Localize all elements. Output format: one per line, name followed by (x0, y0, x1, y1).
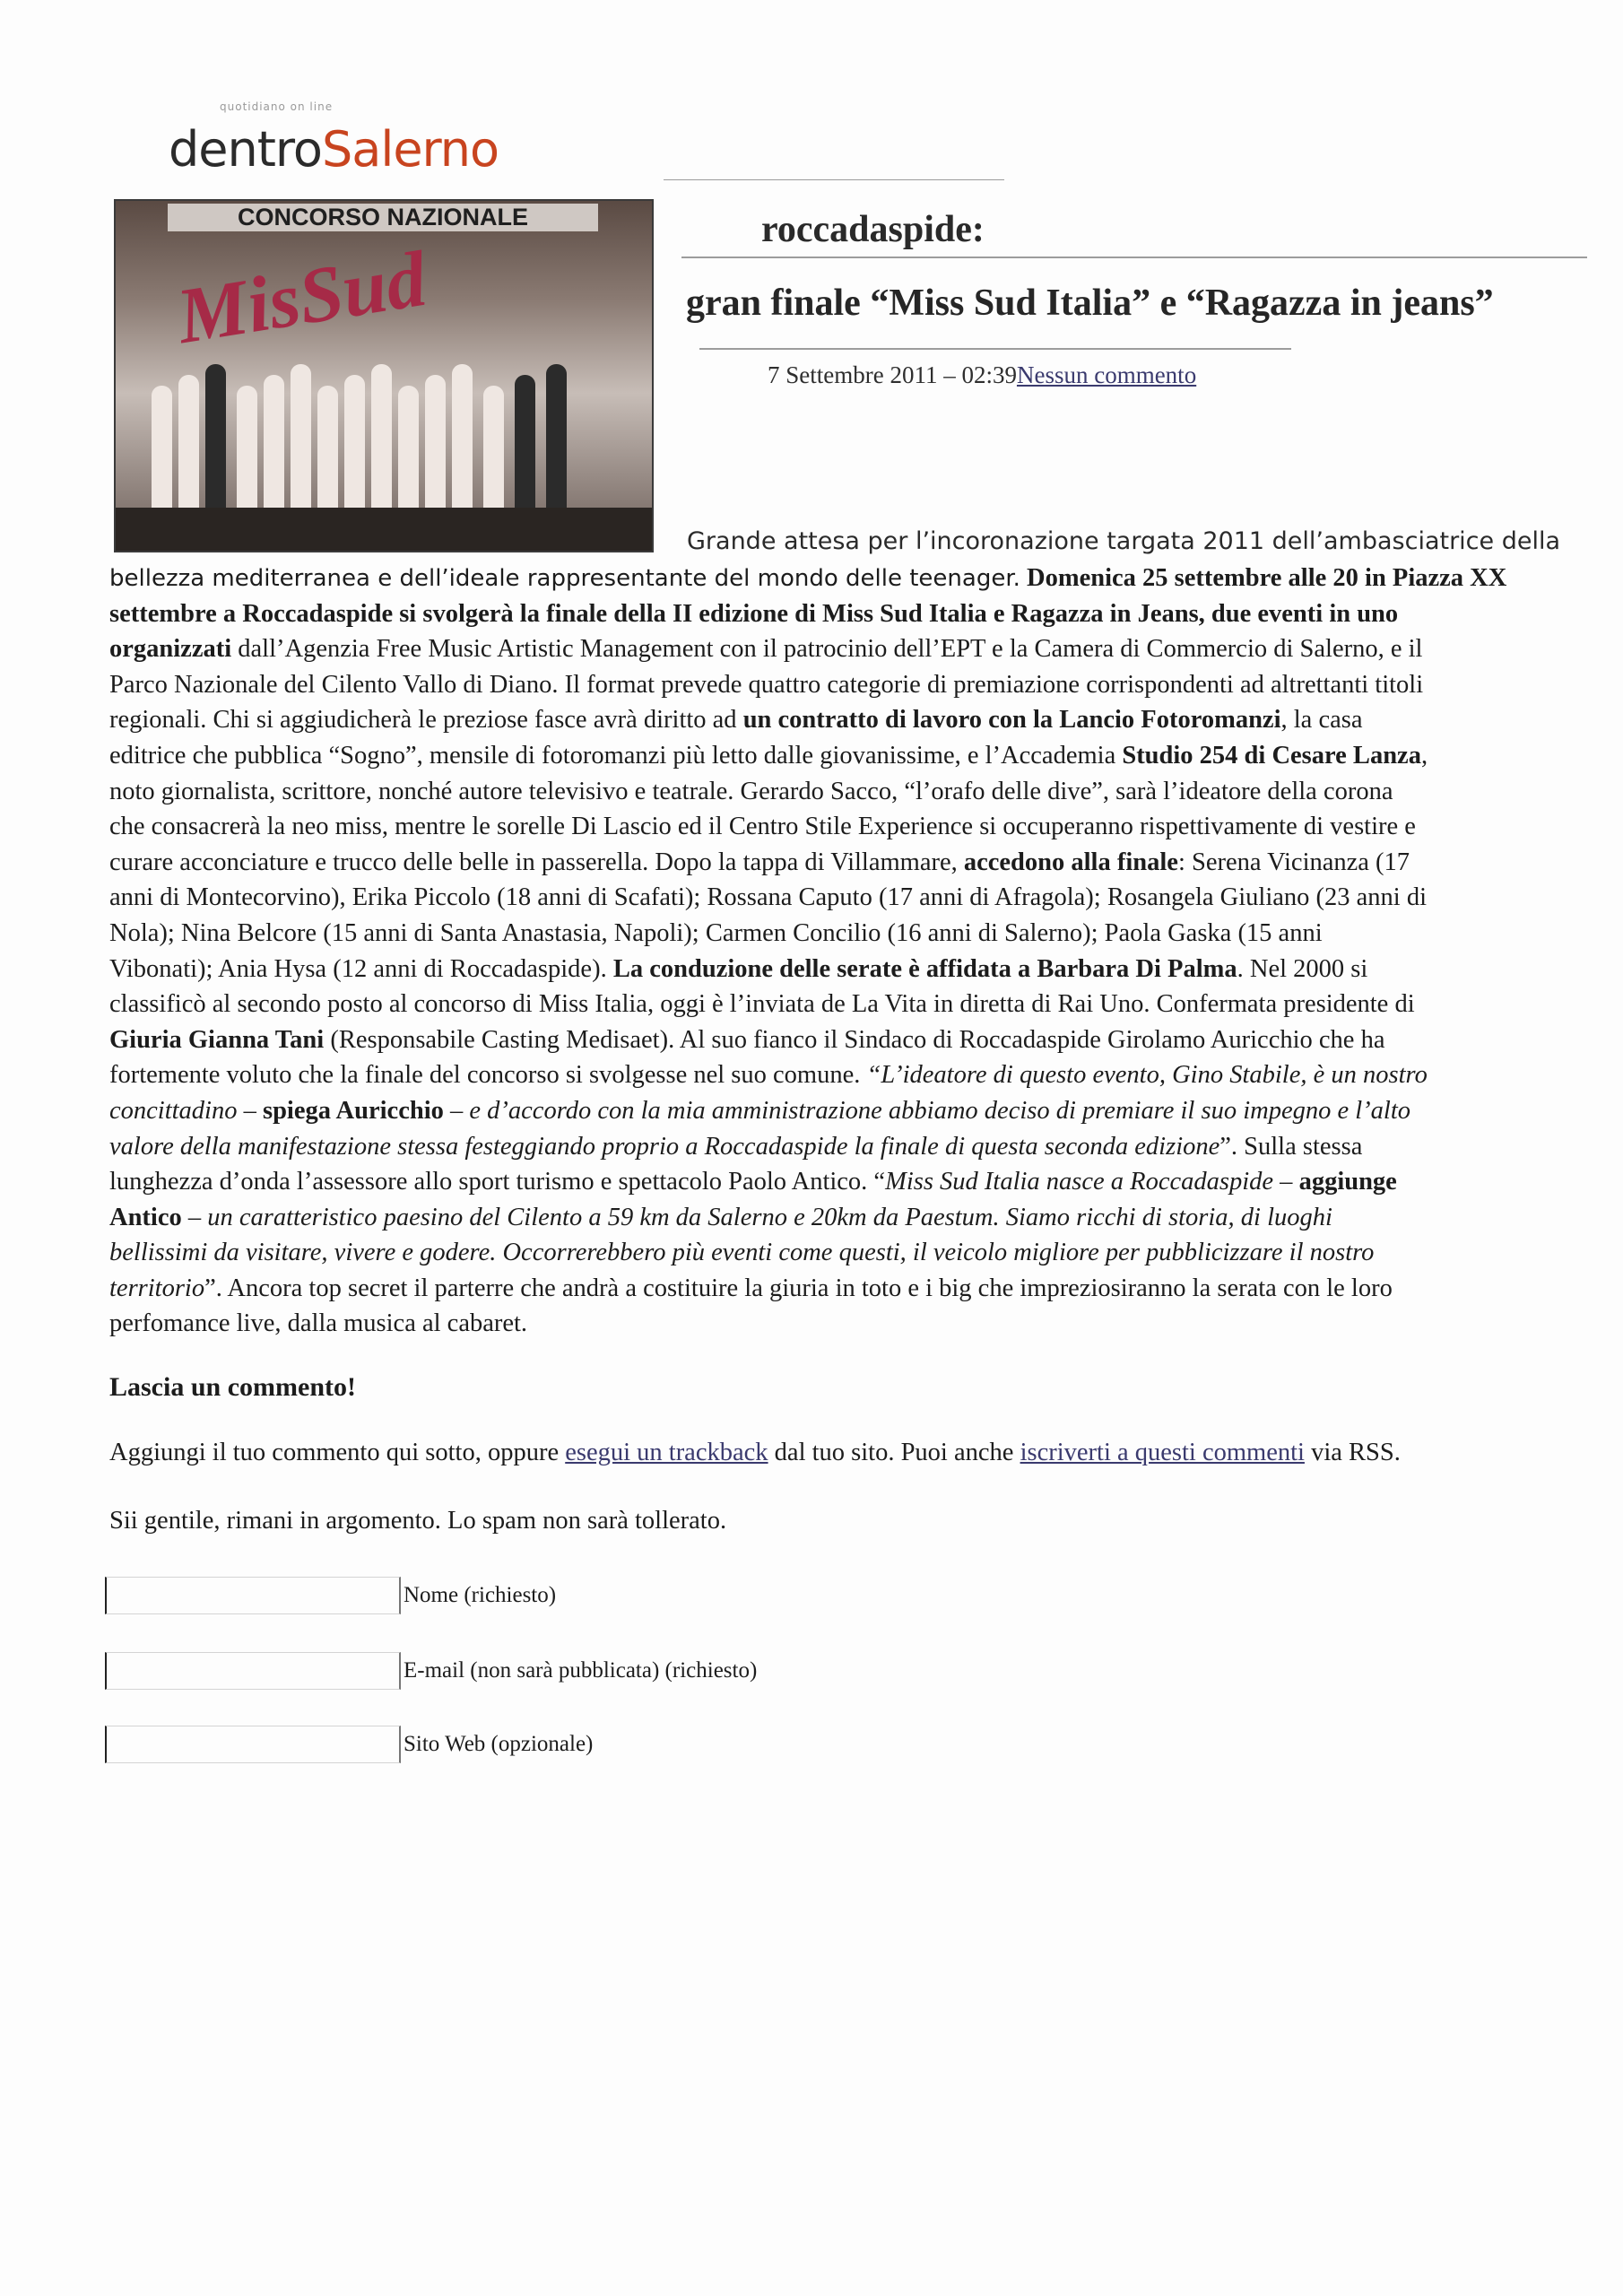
photo-person (371, 364, 392, 520)
subscribe-comments-link[interactable]: iscriverti a questi commenti (1020, 1439, 1305, 1466)
photo-person (291, 364, 311, 520)
article-line: concittadino – spiega Auricchio – e d’accordo con la mia amministrazione abbiamo deciso di premiare il suo impegno e l’alto (109, 1096, 1410, 1125)
article-line: anni di Montecorvino), Erika Piccolo (18 anni di Scafati); Rossana Caputo (17 anni di Afragola); Rosangela Giuliano (23 anni di (109, 883, 1428, 912)
article-body (109, 561, 1562, 1342)
article-line: bellezza mediterranea e dell’ideale rappresentante del mondo delle teenager. Domenica 25 settembre alle 20 in Piazza XX (109, 564, 1507, 592)
logo-prefix: dentro (169, 121, 322, 178)
header-divider (664, 179, 1004, 180)
article-line: classificò al secondo posto al concorso di Miss Italia, oggi è l’inviata de La Vita in diretta di Rai Uno. Confermata presidente di (109, 990, 1415, 1019)
photo-person (317, 386, 338, 520)
photo-person (452, 364, 473, 520)
article-line: territorio”. Ancora top secret il parterre che andrà a costituire la giuria in toto e i big che impreziosiranno la serata con le loro (109, 1274, 1393, 1302)
article-headline: gran finale “Miss Sud Italia” e “Ragazza in jeans” (686, 283, 1494, 324)
photo-person (344, 375, 365, 520)
photo-person (398, 386, 419, 520)
photo-banner-text: CONCORSO NAZIONALE (168, 204, 598, 231)
logo-suffix: Salerno (321, 121, 499, 178)
comments-count-link[interactable]: Nessun commento (1016, 361, 1197, 388)
article-intro: Grande attesa per l’incoronazione targata 2011 dell’ambasciatrice della (687, 527, 1561, 555)
photo-logo-text: MisSud (171, 235, 432, 361)
article-line: Nola); Nina Belcore (15 anni di Santa Anastasia, Napoli); Carmen Concilio (16 anni di Salerno); Paola Gaska (15 anni (109, 918, 1323, 947)
email-field[interactable] (105, 1652, 401, 1690)
article-meta (768, 361, 1196, 389)
email-label: E-mail (non sarà pubblicata) (richiesto) (404, 1658, 758, 1683)
name-label: Nome (richiesto) (404, 1583, 557, 1607)
photo-person (152, 386, 172, 520)
website-field[interactable] (105, 1726, 401, 1763)
photo-stage (116, 508, 652, 551)
kicker-divider (681, 257, 1587, 258)
article-line: Parco Nazionale del Cilento Vallo di Diano. Il format prevede quattro categorie di premiazione corrispondenti ad altrettanti titoli (109, 670, 1424, 699)
article-date: 7 Settembre 2011 – 02:39 (768, 361, 1017, 388)
article-line: noto giornalista, scrittore, nonché autore televisivo e teatrale. Gerardo Sacco, “l’orafo delle dive”, sarà l’ideatore della corona (109, 777, 1393, 805)
article-line: che consacrerà la neo miss, mentre le sorelle Di Lascio ed il Centro Stile Experience si occuperanno rispettivamente di vestire e (109, 813, 1416, 841)
photo-person (546, 364, 567, 520)
article-line: settembre a Roccadaspide si svolgerà la finale della II edizione di Miss Sud Italia e Ragazza in Jeans, due eventi in uno (109, 599, 1399, 628)
comment-instructions: Aggiungi il tuo commento qui sotto, oppure esegui un trackback dal tuo sito. Puoi anche iscriverti a questi commenti via RSS. (109, 1439, 1401, 1466)
photo-person (237, 386, 257, 520)
photo-person (178, 375, 199, 520)
article-line: regionali. Chi si aggiudicherà le preziose fasce avrà diritto ad un contratto di lavoro con la Lancio Fotoromanzi, la casa (109, 706, 1363, 735)
photo-person (205, 364, 226, 520)
article-line: organizzati dall’Agenzia Free Music Artistic Management con il patrocinio dell’EPT e la Camera di Commercio di Salerno, e il (109, 635, 1423, 664)
article-line: Antico – un caratteristico paesino del Cilento a 59 km da Salerno e 20km da Paestum. Siamo ricchi di storia, di luoghi (109, 1203, 1332, 1231)
website-label: Sito Web (opzionale) (404, 1732, 594, 1756)
photo-person (425, 375, 446, 520)
photo-person (515, 375, 535, 520)
comment-policy-note: Sii gentile, rimani in argomento. Lo spam non sarà tollerato. (109, 1507, 727, 1535)
name-field[interactable] (105, 1577, 401, 1614)
site-tagline: quotidiano on line (220, 100, 334, 113)
article-line: lunghezza d’onda l’assessore allo sport turismo e spettacolo Paolo Antico. “Miss Sud Italia nasce a Roccadaspide – aggiunge (109, 1168, 1397, 1196)
article-line: valore della manifestazione stessa festeggiando proprio a Roccadaspide la finale di questa seconda edizione”. Sulla stessa (109, 1132, 1363, 1161)
article-kicker: roccadaspide: (761, 209, 985, 250)
photo-person (264, 375, 284, 520)
site-logo[interactable] (169, 121, 499, 178)
article-photo (114, 199, 654, 552)
article-line: editrice che pubblica “Sogno”, mensile di fotoromanzi più letto dalle giovanissime, e l’Accademia Studio 254 di Cesare Lanza, (109, 741, 1428, 770)
article-line: curare acconciature e trucco delle belle in passerella. Dopo la tappa di Villammare, accedono alla finale: Serena Vicinanza (17 (109, 848, 1410, 876)
trackback-link[interactable]: esegui un trackback (565, 1439, 768, 1466)
comment-section-title: Lascia un commento! (109, 1372, 356, 1402)
article-line: Giuria Gianna Tani (Responsabile Casting Medisaet). Al suo fianco il Sindaco di Roccadaspide Girolamo Auricchio che ha (109, 1025, 1385, 1054)
photo-person (483, 386, 504, 520)
article-line: bellissimi da visitare, vivere e godere. Occorrerebbero più eventi come questi, il veicolo migliore per pubblicizzare il nostro (109, 1239, 1375, 1267)
headline-divider (699, 348, 1291, 350)
article-line: fortemente voluto che la finale del concorso si svolgesse nel suo comune. “L’ideatore di questo evento, Gino Stabile, è un nostro (109, 1061, 1428, 1090)
article-line: perfomance live, dalla musica al cabaret. (109, 1309, 528, 1338)
article-line: Vibonati); Ania Hysa (12 anni di Roccadaspide). La conduzione delle serate è affidata a Barbara Di Palma. Nel 2000 si (109, 954, 1368, 983)
